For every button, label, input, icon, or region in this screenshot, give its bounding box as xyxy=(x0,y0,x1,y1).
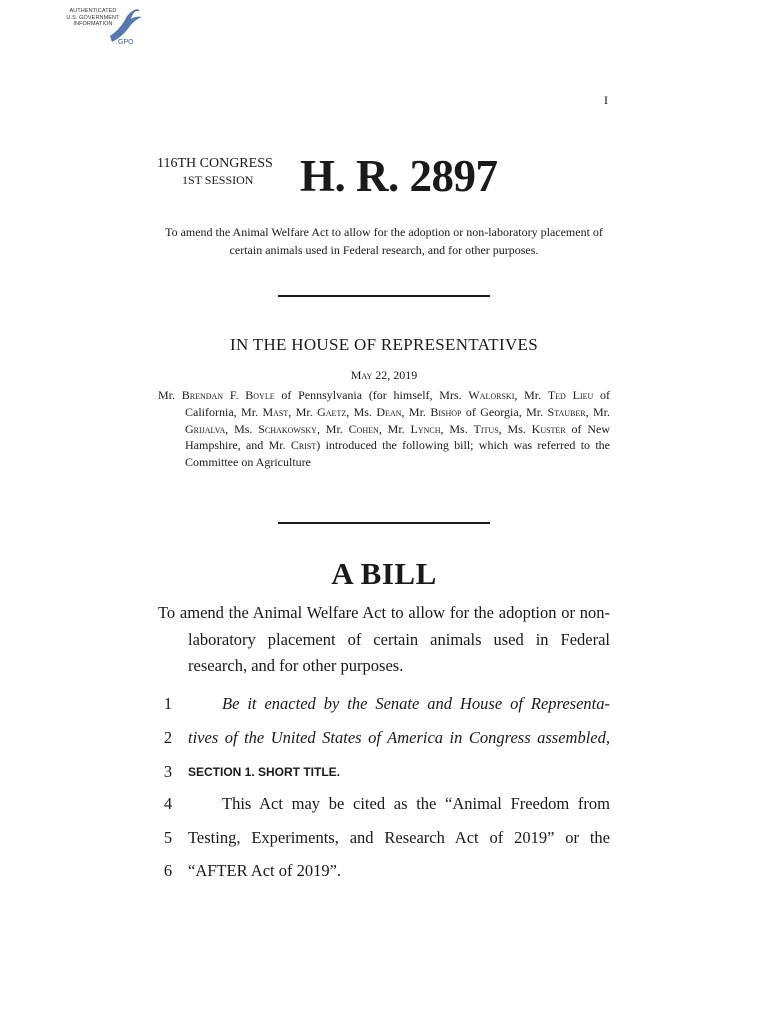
line-number: 3 xyxy=(163,762,173,781)
sponsor-name: Bishop xyxy=(430,404,462,419)
sponsor-text: , Mr. xyxy=(514,388,548,402)
bill-summary: To amend the Animal Welfare Act to allow for the adoption or non-laboratory placement of certain animals used in Federal research, and for other purposes. xyxy=(165,225,603,257)
section-text: Testing, Experiments, and Research Act of 2019” or the xyxy=(188,828,610,847)
sponsor-text: of Georgia, Mr. xyxy=(461,404,548,419)
chamber-heading: IN THE HOUSE OF REPRESENTATIVES xyxy=(230,335,538,354)
section-text: “AFTER Act of 2019”. xyxy=(188,861,342,880)
bill-line xyxy=(158,792,610,816)
sponsor-name: Lynch xyxy=(410,421,441,436)
divider xyxy=(278,295,490,297)
sponsor-name: Ted Lieu xyxy=(547,388,594,402)
sponsor-text: of New Hampshire, and Mr. xyxy=(185,421,610,453)
sponsor-name: Walorski xyxy=(468,388,515,402)
sponsor-name: Gaetz xyxy=(317,404,347,419)
sponsor-name: Dean xyxy=(376,404,402,419)
eagle-icon xyxy=(104,6,144,46)
congress-session xyxy=(157,156,273,188)
logo-line: INFORMATION xyxy=(73,21,113,28)
bill-line xyxy=(158,726,610,750)
sponsor-text: Mr. xyxy=(158,388,182,402)
sponsor-name: Titus xyxy=(473,421,499,436)
bill-line xyxy=(158,859,610,883)
line-number: 1 xyxy=(163,694,173,713)
sponsor-name: Stauber xyxy=(547,404,586,419)
line-number: 5 xyxy=(163,828,173,847)
sponsors-text xyxy=(158,387,610,471)
long-title-text: To amend the Animal Welfare Act to allow for the adoption or non-laboratory placement of certain animals used in Federal research, and for other purposes. xyxy=(158,603,610,675)
bill-line xyxy=(158,826,610,850)
sponsor-name: Kuster xyxy=(531,421,566,436)
sponsor-name: Crist xyxy=(290,438,317,453)
sponsor-name: Mast xyxy=(262,404,289,419)
sponsor-name: Schakowsky xyxy=(258,421,317,436)
sponsor-text: , Mr. xyxy=(316,421,349,436)
gpo-wordmark: GPO xyxy=(118,39,134,46)
bill-line xyxy=(158,760,610,784)
congress-label: 116TH CONGRESS xyxy=(157,156,273,171)
page-number: I xyxy=(604,93,608,107)
sponsor-text: , Ms. xyxy=(225,421,259,436)
sponsor-text: of Pennsylvania (for himself, Mrs. xyxy=(274,388,469,402)
line-number: 6 xyxy=(163,861,173,880)
enacting-clause: tives of the United States of America in Congress assembled, xyxy=(188,728,610,747)
enacting-clause: Be it enacted by the Senate and House of Representa- xyxy=(222,694,610,713)
sponsor-text: , Mr. xyxy=(378,421,411,436)
long-title xyxy=(158,600,610,680)
sponsor-text: , Ms. xyxy=(346,404,377,419)
sponsor-name: Brendan F. Boyle xyxy=(181,388,275,402)
logo-line: U.S. GOVERNMENT xyxy=(66,14,120,21)
introduction-date: May 22, 2019 xyxy=(350,368,418,382)
bill-heading: A BILL xyxy=(331,556,437,591)
logo-line: AUTHENTICATED xyxy=(69,8,117,14)
session-label: 1ST SESSION xyxy=(182,173,254,187)
sponsor-text: , Ms. xyxy=(440,421,474,436)
sponsor-text: of California, Mr. xyxy=(185,388,610,419)
sponsors-paragraph xyxy=(158,387,610,471)
gpo-authentication-logo xyxy=(64,6,148,46)
sponsor-text: , Mr. xyxy=(585,404,610,419)
sponsor-name: Grijalva xyxy=(185,421,226,436)
sponsor-text: , Mr. xyxy=(401,404,431,419)
bill-line xyxy=(158,692,610,716)
section-text: This Act may be cited as the “Animal Freedom from xyxy=(222,794,610,813)
bill-number: H. R. 2897 xyxy=(300,151,498,201)
sponsor-text: , Mr. xyxy=(288,404,318,419)
sponsor-name: Cohen xyxy=(348,421,379,436)
line-number: 2 xyxy=(163,728,173,747)
sponsor-text: , Ms. xyxy=(498,421,532,436)
line-number: 4 xyxy=(163,794,173,813)
sponsor-text: ) introduced the following bill; which was referred to the Committee on Agriculture xyxy=(185,438,610,470)
section-heading: SECTION 1. SHORT TITLE. xyxy=(188,765,341,779)
divider xyxy=(278,522,490,524)
